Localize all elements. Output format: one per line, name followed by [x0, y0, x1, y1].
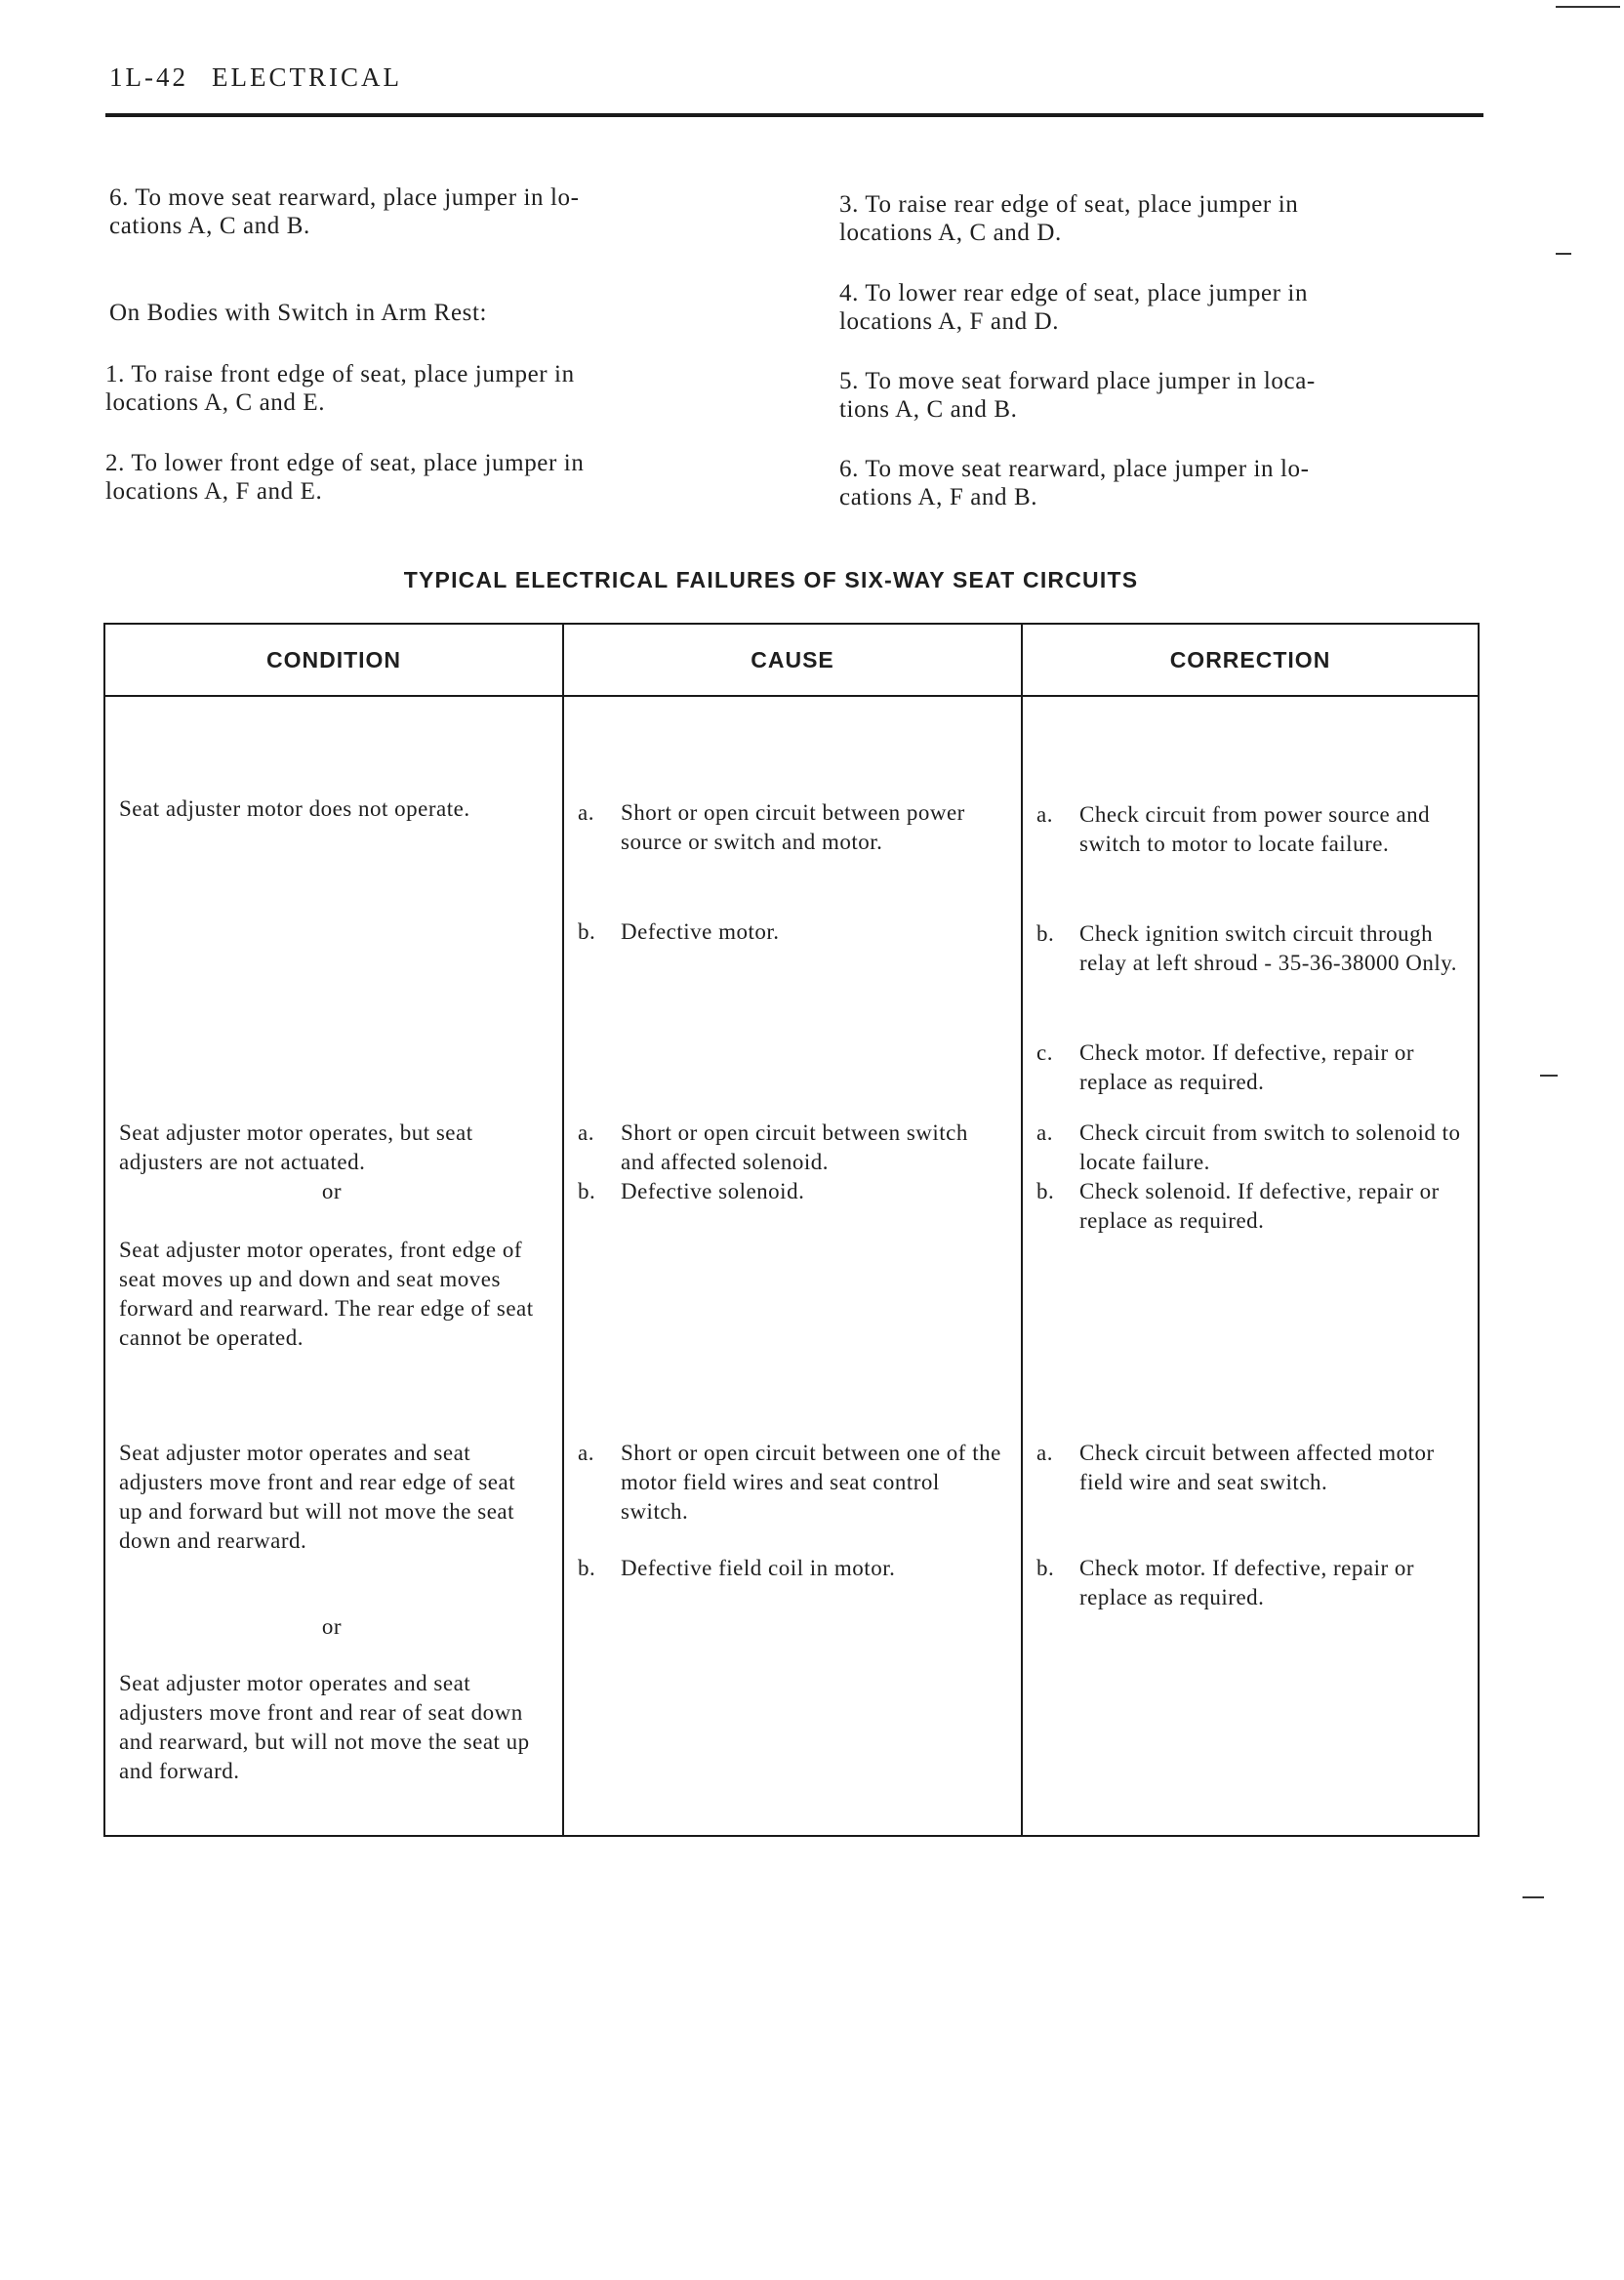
cause-item [564, 917, 1021, 947]
item-text: Check motor. If defective, repair or replace as required. [1079, 1556, 1415, 1609]
cause-item [564, 1554, 1021, 1583]
cause-item [564, 798, 1021, 857]
item-label: a. [578, 1120, 594, 1145]
item-label: b. [1036, 1179, 1055, 1203]
item-label: b. [578, 1556, 596, 1580]
correction-item [1023, 1038, 1478, 1097]
intro-right-step-5: 5. To move seat forward place jumper in loca- tions A, C and B. [839, 368, 1316, 423]
column-header-condition: CONDITION [104, 624, 563, 696]
item-text: Check circuit from power source and switch to motor to locate failure. [1079, 802, 1431, 856]
item-label: c. [1036, 1040, 1053, 1065]
correction-item [1023, 1177, 1478, 1236]
intro-right-step-4: 4. To lower rear edge of seat, place jumper in locations A, F and D. [839, 280, 1309, 335]
item-label: a. [578, 1441, 594, 1465]
condition-text: Seat adjuster motor does not operate. [119, 796, 470, 821]
item-text: Defective motor. [621, 919, 780, 944]
cause-item [564, 1439, 1021, 1527]
section-title: ELECTRICAL [211, 62, 402, 92]
item-text: Check motor. If defective, repair or replace as required. [1079, 1040, 1415, 1094]
intro-right-step-6: 6. To move seat rearward, place jumper in lo- cations A, F and B. [839, 456, 1310, 510]
correction-item [1023, 1439, 1478, 1497]
correction-item [1023, 919, 1478, 978]
correction-column [1022, 696, 1479, 1836]
correction-item [1023, 1554, 1478, 1612]
item-text: Check solenoid. If defective, repair or replace as required. [1079, 1179, 1440, 1233]
correction-item [1023, 800, 1478, 859]
cause-column [563, 696, 1022, 1836]
condition-text: Seat adjuster motor operates, but seat adjusters are not actuated. [119, 1120, 473, 1174]
item-label: a. [1036, 802, 1053, 827]
margin-tick [1540, 1075, 1558, 1077]
cause-item [564, 1119, 1021, 1177]
item-label: b. [1036, 921, 1055, 946]
item-text: Check ignition switch circuit through relay at left shroud - 35-36-38000 Only. [1079, 921, 1458, 975]
intro-left-step-2: 2. To lower front edge of seat, place jumper in locations A, F and E. [105, 450, 585, 505]
item-text: Check circuit from switch to solenoid to locate failure. [1079, 1120, 1461, 1174]
intro-left-step-1: 1. To raise front edge of seat, place jumper in locations A, C and E. [105, 361, 575, 416]
column-header-correction: CORRECTION [1022, 624, 1479, 696]
intro-right-step-3: 3. To raise rear edge of seat, place jumper in locations A, C and D. [839, 191, 1299, 246]
column-header-cause: CAUSE [563, 624, 1022, 696]
item-label: b. [578, 919, 596, 944]
item-text: Check circuit between affected motor field wire and seat switch. [1079, 1441, 1435, 1494]
condition-text: Seat adjuster motor operates and seat adjusters move front and rear edge of seat up and forward but will not move the seat down and rearward. [119, 1441, 516, 1553]
troubleshooting-table [103, 623, 1480, 1837]
table-title: TYPICAL ELECTRICAL FAILURES OF SIX-WAY SEAT CIRCUITS [403, 567, 1139, 592]
intro-left-subheading: On Bodies with Switch in Arm Rest: [109, 300, 488, 326]
correction-item [1023, 1119, 1478, 1177]
condition-or: or [321, 1179, 343, 1203]
condition-text: Seat adjuster motor operates and seat adjusters move front and rear of seat down and rearward, but will not move the seat up and forward. [119, 1671, 530, 1783]
item-label: a. [578, 800, 594, 825]
item-label: b. [1036, 1556, 1055, 1580]
item-text: Short or open circuit between switch and affected solenoid. [621, 1120, 968, 1174]
condition-text: Seat adjuster motor operates, front edge of seat moves up and down and seat moves forward and rearward. The rear edge of seat cannot be operated. [119, 1238, 534, 1350]
header-rule [105, 113, 1483, 117]
item-label: a. [1036, 1441, 1053, 1465]
intro-left-step-6: 6. To move seat rearward, place jumper in lo- cations A, C and B. [109, 184, 580, 239]
margin-tick [1522, 1896, 1544, 1898]
condition-or: or [321, 1614, 343, 1639]
margin-tick [1556, 253, 1571, 255]
cause-item [564, 1177, 1021, 1206]
item-text: Short or open circuit between one of the motor field wires and seat control switch. [621, 1441, 1001, 1524]
item-text: Defective field coil in motor. [621, 1556, 896, 1580]
condition-column [104, 696, 563, 1836]
item-text: Defective solenoid. [621, 1179, 805, 1203]
item-text: Short or open circuit between power source or switch and motor. [621, 800, 965, 854]
item-label: a. [1036, 1120, 1053, 1145]
margin-tick [1556, 6, 1620, 8]
page-number: 1L-42 [109, 62, 188, 92]
page-header [109, 62, 402, 93]
item-label: b. [578, 1179, 596, 1203]
